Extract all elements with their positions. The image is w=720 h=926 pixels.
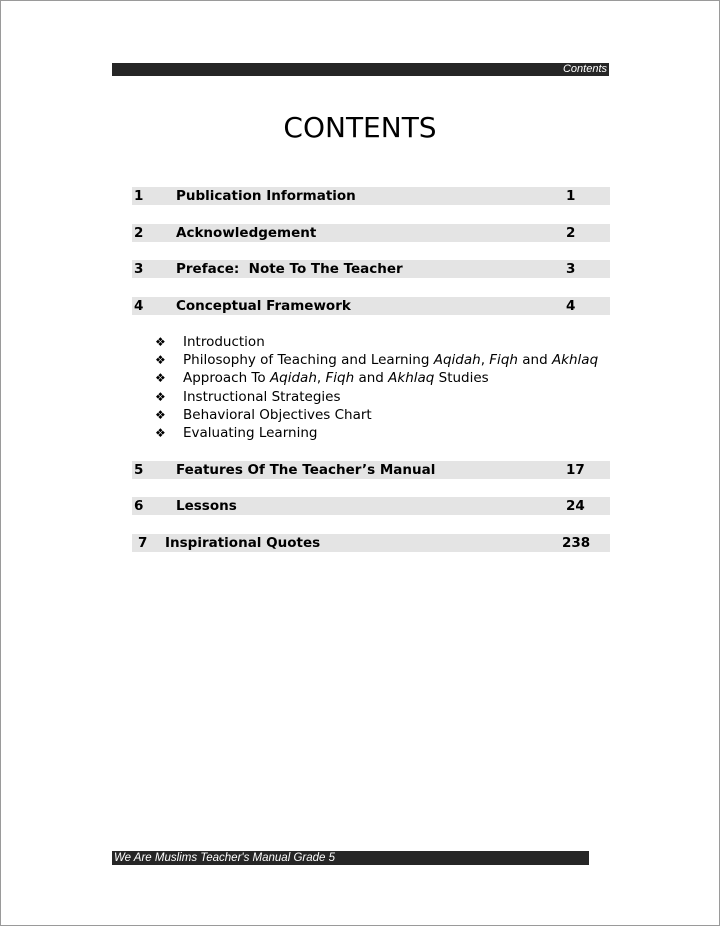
toc-number: 7 — [138, 535, 148, 551]
subitem-italic: Akhlaq — [388, 370, 435, 387]
header-bar — [112, 63, 609, 76]
diamond-bullet-icon: ❖ — [155, 389, 166, 404]
toc-number: 2 — [134, 225, 144, 241]
subitem-text: , — [480, 352, 490, 369]
list-item — [155, 406, 598, 424]
diamond-bullet-icon: ❖ — [155, 371, 166, 386]
toc-row — [132, 224, 610, 242]
list-item — [155, 351, 598, 369]
list-item — [155, 424, 598, 442]
toc-label: Publication Information — [176, 188, 356, 204]
list-item — [155, 388, 598, 406]
subitem-italic: Fiqh — [325, 370, 355, 387]
subitem-text: Philosophy of Teaching and Learning — [183, 352, 434, 369]
toc-row — [132, 260, 610, 278]
page-title: CONTENTS — [283, 111, 437, 144]
footer-bar — [112, 851, 589, 865]
diamond-bullet-icon: ❖ — [155, 407, 166, 422]
toc-label: Preface: Note To The Teacher — [176, 261, 403, 277]
diamond-bullet-icon: ❖ — [155, 353, 166, 368]
toc-page-number: 2 — [566, 225, 576, 241]
toc-page-number: 17 — [566, 462, 585, 478]
toc-row — [132, 461, 610, 479]
toc-label: Conceptual Framework — [176, 298, 351, 314]
subitem-text: Introduction — [183, 334, 265, 350]
toc-page-number: 4 — [566, 298, 576, 314]
subitem-text: Behavioral Objectives Chart — [183, 406, 372, 423]
subitem-text: Approach To — [183, 370, 270, 387]
footer-label: We Are Muslims Teacher's Manual Grade 5 — [114, 852, 335, 864]
subitem-italic: Aqidah — [433, 352, 481, 369]
toc-page-number: 238 — [562, 535, 591, 551]
subitem-text: and — [517, 352, 552, 369]
diamond-bullet-icon: ❖ — [155, 335, 166, 349]
toc-page-number: 24 — [566, 498, 585, 514]
toc-row — [132, 187, 610, 205]
toc-number: 6 — [134, 498, 144, 514]
subitem-italic: Fiqh — [489, 352, 518, 369]
subitem-italic: Akhlaq — [551, 352, 599, 369]
toc-page-number: 3 — [566, 261, 576, 277]
toc-number: 4 — [134, 298, 144, 314]
toc-row — [132, 534, 610, 552]
diamond-bullet-icon: ❖ — [155, 425, 166, 440]
toc-page-number: 1 — [566, 188, 576, 204]
list-item — [155, 333, 598, 351]
subitem-list — [155, 333, 598, 442]
toc-label: Acknowledgement — [176, 225, 317, 241]
subitem-italic: Aqidah — [269, 370, 317, 387]
toc-label: Features Of The Teacher’s Manual — [176, 462, 436, 478]
list-item — [155, 369, 598, 387]
toc-number: 5 — [134, 462, 144, 478]
subitem-text: Studies — [434, 370, 489, 387]
subitem-text: Instructional Strategies — [183, 388, 341, 405]
toc-row — [132, 297, 610, 315]
toc-number: 3 — [134, 261, 144, 277]
header-label: Contents — [562, 63, 607, 75]
subitem-text: Evaluating Learning — [183, 424, 318, 441]
toc-number: 1 — [134, 188, 144, 204]
subitem-text: , — [316, 370, 326, 387]
toc-row — [132, 497, 610, 515]
subitem-text: and — [354, 370, 389, 387]
toc-label: Lessons — [176, 498, 237, 514]
toc-label: Inspirational Quotes — [165, 535, 321, 551]
